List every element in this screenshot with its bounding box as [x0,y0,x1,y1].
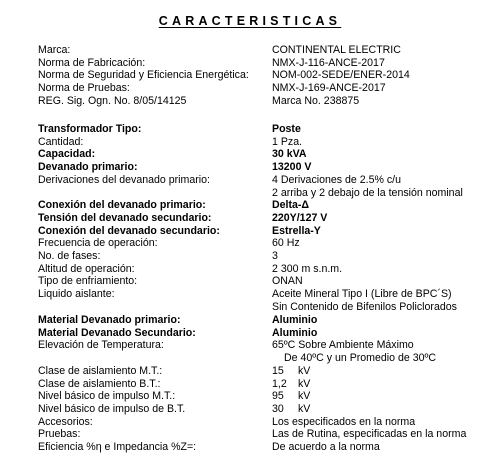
spec-row [0,378,500,390]
spec-value: Marca No. 238875 [272,94,360,107]
spec-label: No. de fases: [38,250,101,262]
spec-value: 220Y/127 V [272,211,328,224]
spec-row [0,327,500,339]
spec-row [0,44,500,56]
spec-row [0,212,500,224]
spec-value: Aceite Mineral Tipo I (Libre de BPC´S) [272,288,452,301]
spec-row [0,314,500,326]
spec-row [0,123,500,135]
spec-value: NOM-002-SEDE/ENER-2014 [272,69,410,82]
spec-row-continuation [0,301,500,313]
spec-label: Clase de aislamiento M.T.: [38,364,163,377]
page-title: CARACTERISTICAS [158,14,342,28]
spec-label: Norma de Seguridad y Eficiencia Energética: [38,69,249,82]
spec-row [0,174,500,186]
spec-row [0,237,500,249]
spec-label: Transformador Tipo: [38,123,142,135]
spec-value: Las de Rutina, especificadas en la norma [272,428,467,441]
spec-label: Pruebas: [38,428,81,441]
spec-value: Delta-Δ [272,199,310,212]
spec-row [0,428,500,440]
spec-label: Eficiencia %η e Impedancia %Z=: [38,441,197,453]
spec-row [0,416,500,428]
spec-value-unit: kV [298,364,311,377]
spec-value: Poste [272,123,301,135]
spec-value: CONTINENTAL ELECTRIC [272,44,401,56]
spec-row-continuation [0,187,500,199]
spec-value-number: 15 [272,364,284,377]
spec-label: Nivel básico de impulso de B.T. [38,402,186,415]
spec-value: 65ºC Sobre Ambiente Máximo [272,339,414,352]
spec-row [0,82,500,94]
spec-value-unit: kV [298,377,311,390]
spec-row [0,148,500,160]
spec-value [272,365,310,377]
spec-row [0,263,500,275]
spec-label: Frecuencia de operación: [38,237,158,250]
spec-value: ONAN [272,275,303,288]
spec-label: Tensión del devanado secundario: [38,211,212,224]
spec-value: 30 kVA [272,148,307,161]
spec-label: REG. Sig. Ogn. No. 8/05/14125 [38,94,187,107]
spec-value-number: 1,2 [272,377,287,390]
spec-label: Derivaciones del devanado primario: [38,173,210,186]
spec-row [0,365,500,377]
spec-value: 13200 V [272,161,312,174]
spec-value-continuation: De 40ºC y un Promedio de 30ºC [284,352,437,365]
spec-value [272,378,310,390]
spec-label: Accesorios: [38,415,93,428]
spec-row [0,225,500,237]
spec-label: Norma de Pruebas: [38,82,130,95]
spec-label: Clase de aislamiento B.T.: [38,377,161,390]
spec-row [0,95,500,107]
spec-value: 2 300 m s.n.m. [272,262,343,275]
spec-value: NMX-J-169-ANCE-2017 [272,82,386,95]
spec-label: Material Devanado primario: [38,314,181,326]
spec-label: Devanado primario: [38,161,138,174]
spec-row [0,250,500,262]
spec-label: Cantidad: [38,135,84,148]
spec-label: Norma de Fabricación: [38,56,146,69]
spec-row [0,288,500,300]
spec-row [0,199,500,211]
spec-value: 3 [272,250,278,262]
spec-value-unit: kV [298,402,311,415]
spec-value: Aluminio [272,314,318,326]
spec-value: Estrella-Y [272,224,321,237]
spec-label: Liquido aislante: [38,288,115,301]
spec-row [0,403,500,415]
spec-row [0,69,500,81]
spec-value-number: 95 [272,390,284,403]
spec-row [0,136,500,148]
spec-value [272,403,310,415]
spec-value: 4 Derivaciones de 2.5% c/u [272,173,401,186]
spec-label: Elevación de Temperatura: [38,339,164,352]
spec-label: Altitud de operación: [38,262,135,275]
spec-value: NMX-J-116-ANCE-2017 [272,56,385,69]
spec-row [0,441,500,453]
spec-label: Marca: [38,44,71,56]
spec-value: 1 Pza. [272,135,303,148]
spec-label: Capacidad: [38,148,96,161]
spec-value-continuation: Sin Contenido de Bifenilos Policlorados [272,300,457,313]
spec-value: De acuerdo a la norma [272,441,380,453]
spec-row [0,339,500,351]
spec-value: 60 Hz [272,237,300,250]
spec-label: Nivel básico de impulso M.T.: [38,390,176,403]
spec-row [0,57,500,69]
spec-row [0,161,500,173]
spec-value-number: 30 [272,402,284,415]
spec-label: Conexión del devanado secundario: [38,224,220,237]
spec-label: Tipo de enfriamiento: [38,275,138,288]
spec-label: Material Devanado Secundario: [38,326,196,339]
spec-value-continuation: 2 arriba y 2 debajo de la tensión nominal [272,186,463,199]
spec-label: Conexión del devanado primario: [38,199,206,212]
spec-value: Aluminio [272,326,318,339]
spec-value-unit: kV [298,390,311,403]
spec-row [0,275,500,287]
spec-value: Los especificados en la norma [272,415,416,428]
spec-row [0,390,500,402]
spec-value [272,390,310,402]
spec-row-continuation [0,352,500,364]
